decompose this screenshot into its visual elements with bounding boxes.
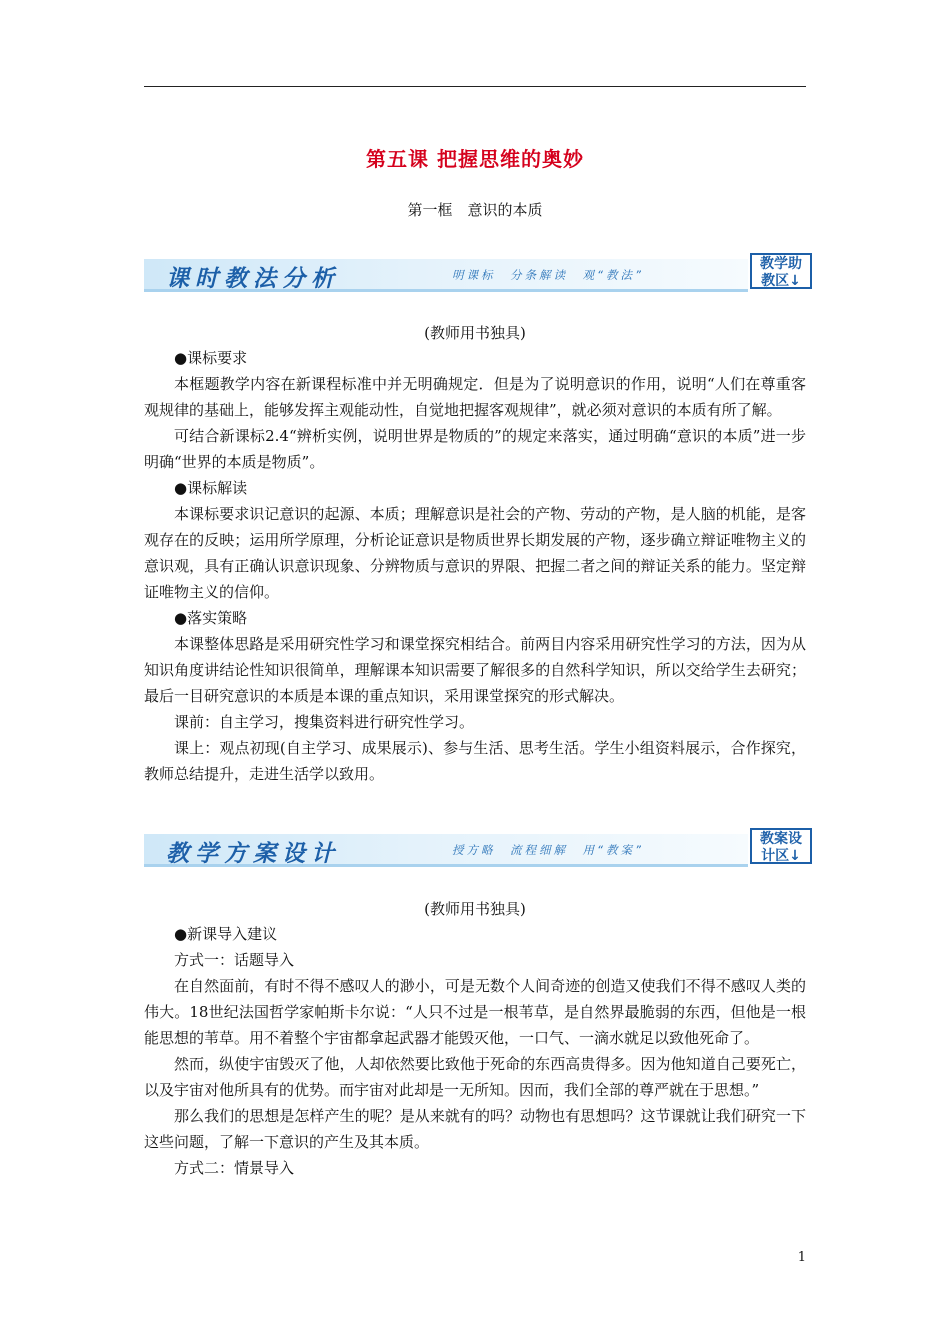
section1-body <box>144 345 806 787</box>
lesson-title: 第五课 把握思维的奥妙 <box>366 147 584 171</box>
header-rule <box>144 86 806 87</box>
banner-lesson-design <box>144 828 814 868</box>
paragraph: 课前：自主学习，搜集资料进行研究性学习。 <box>174 713 475 731</box>
teacher-note: (教师用书独具) <box>424 900 526 918</box>
paragraph: 方式一：话题导入 <box>174 951 295 969</box>
paragraph: 在自然面前，有时不得不感叹人的渺小，可是无数个人间奇迹的创造又使我们不得不感叹人类的伟大。18世纪法国哲学家帕斯卡尔说：“人只不过是一根苇草，是自然界最脆弱的东西，但他是一根能思想的苇草。用不着整个宇宙都拿起武器才能毁灭他，一口气、一滴水就足以致他死命了。 <box>144 977 806 1047</box>
heading: ●课标要求 <box>174 349 248 367</box>
section-subtitle: 第一框 意识的本质 <box>407 201 543 219</box>
paragraph: 本课标要求识记意识的起源、本质；理解意识是社会的产物、劳动的产物，是人脑的机能，是客观存在的反映；运用所学原理，分析论证意识是物质世界长期发展的产物，逐步确立辩证唯物主义的意识观，具有正确认识意识现象、分辨物质与意识的界限、把握二者之间的辩证关系的能力。坚定辩证唯物主义的信仰。 <box>144 505 806 601</box>
paragraph: 方式二：情景导入 <box>174 1159 295 1177</box>
paragraph: 课上：观点初现(自主学习、成果展示)、参与生活、思考生活。学生小组资料展示，合作探究，教师总结提升，走进生活学以致用。 <box>144 739 806 783</box>
heading: ●新课导入建议 <box>174 925 278 943</box>
section2-body <box>144 921 806 1181</box>
banner-teaching-analysis <box>144 253 814 293</box>
banner-subtitle: 授方略 流程细解 用“教案” <box>452 843 644 857</box>
banner-subtitle: 明课标 分条解读 观“教法” <box>452 268 644 282</box>
paragraph: 本课整体思路是采用研究性学习和课堂探究相结合。前两目内容采用研究性学习的方法，因为从知识角度讲结论性知识很简单，理解课本知识需要了解很多的自然科学知识，所以交给学生去研究；最后一目研究意识的本质是本课的重点知识，采用课堂探究的形式解决。 <box>144 635 806 705</box>
banner-tag <box>750 828 812 864</box>
paragraph: 可结合新课标2.4“辨析实例，说明世界是物质的”的规定来落实，通过明确“意识的本质”进一步明确“世界的本质是物质”。 <box>144 427 806 471</box>
banner-band <box>144 834 748 867</box>
teacher-note: (教师用书独具) <box>424 324 526 342</box>
banner-tag-line2: 计区↓ <box>761 848 801 864</box>
page-number: 1 <box>797 1250 806 1265</box>
banner-band <box>144 259 748 292</box>
paragraph: 然而，纵使宇宙毁灭了他，人却依然要比致他于死命的东西高贵得多。因为他知道自己要死亡，以及宇宙对他所具有的优势。而宇宙对此却是一无所知。因而，我们全部的尊严就在于思想。” <box>144 1055 806 1099</box>
banner-tag <box>750 253 812 289</box>
paragraph: 本框题教学内容在新课程标准中并无明确规定．但是为了说明意识的作用，说明“人们在尊重客观规律的基础上，能够发挥主观能动性，自觉地把握客观规律”，就必须对意识的本质有所了解。 <box>144 375 806 419</box>
paragraph: 那么我们的思想是怎样产生的呢？是从来就有的吗？动物也有思想吗？这节课就让我们研究一下这些问题，了解一下意识的产生及其本质。 <box>144 1107 806 1151</box>
banner-title: 教学方案设计 <box>166 841 340 867</box>
banner-tag-line1: 教学助 <box>760 256 802 272</box>
heading: ●课标解读 <box>174 479 248 497</box>
banner-title: 课时教法分析 <box>166 266 340 292</box>
heading: ●落实策略 <box>174 609 248 627</box>
banner-tag-line1: 教案设 <box>760 831 802 847</box>
banner-tag-line2: 教区↓ <box>761 273 801 289</box>
